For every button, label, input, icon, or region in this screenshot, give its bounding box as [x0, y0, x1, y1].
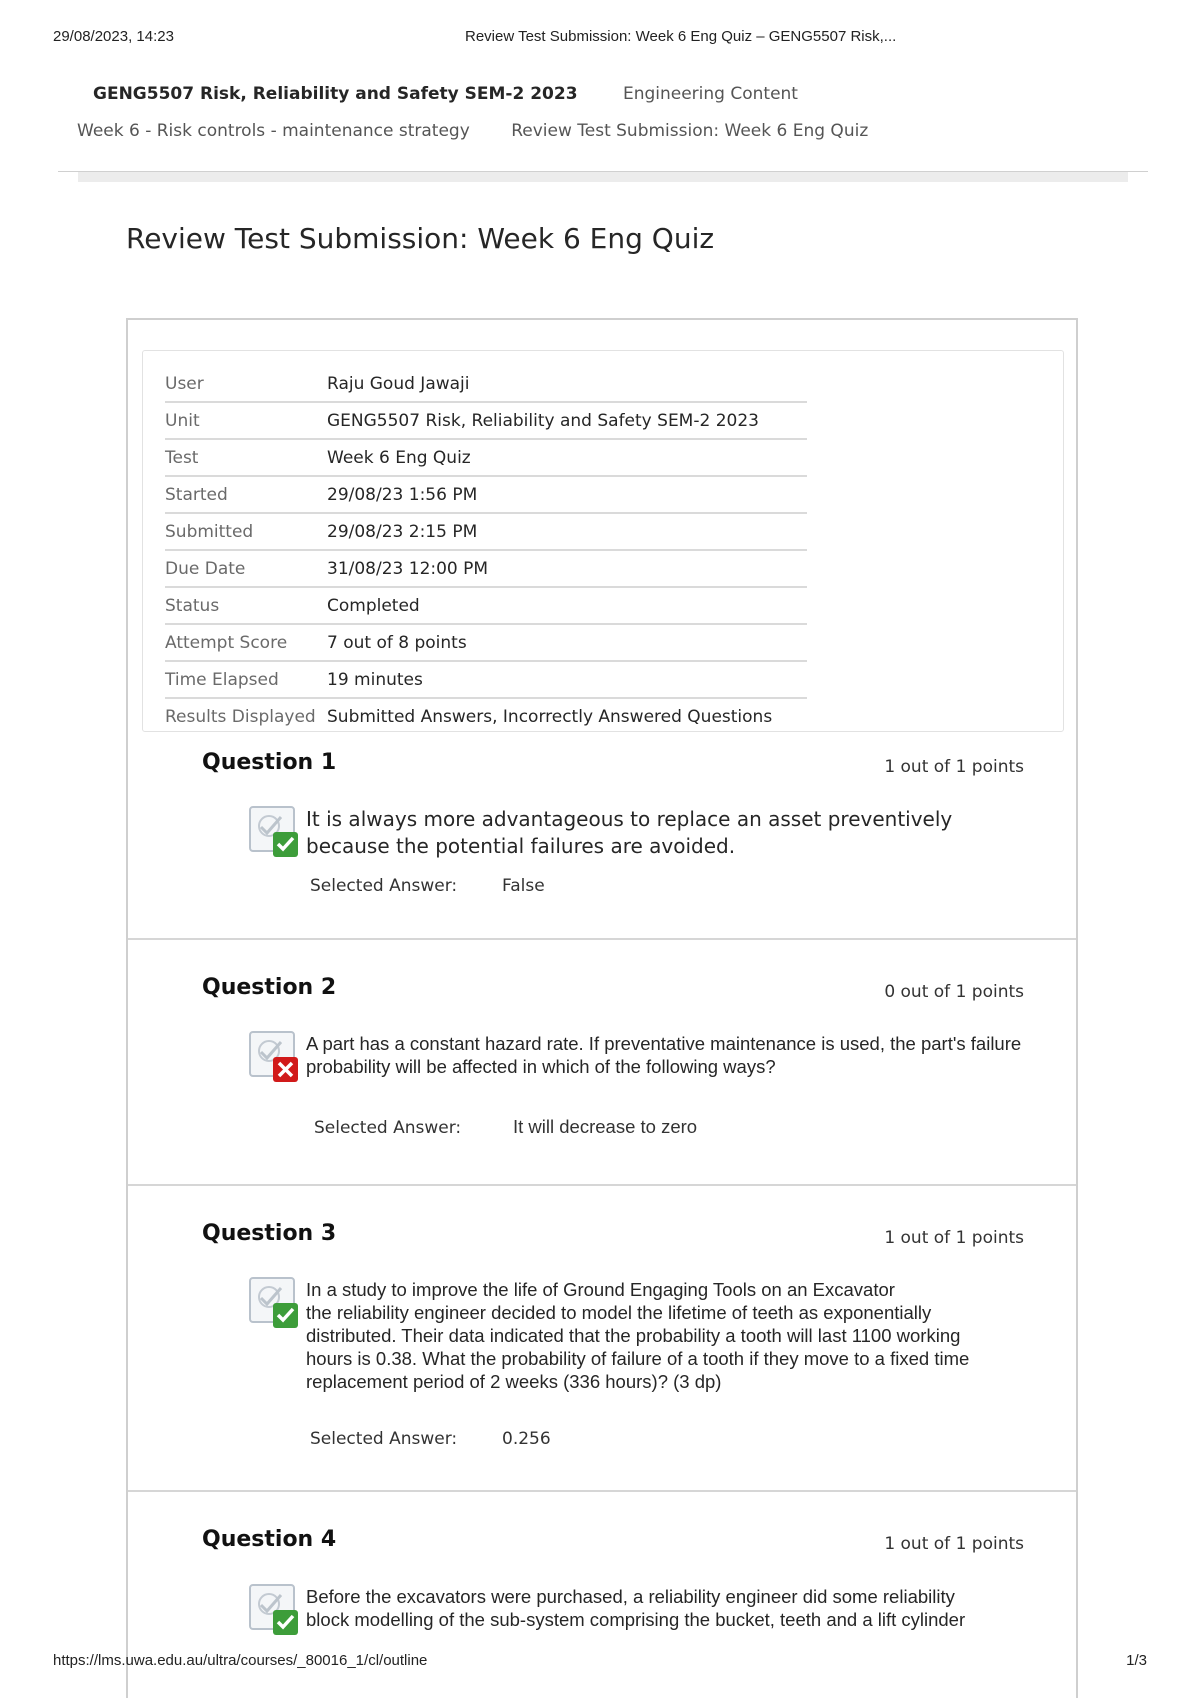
table-row	[165, 366, 807, 402]
breadcrumb-current: Review Test Submission: Week 6 Eng Quiz	[511, 121, 869, 141]
selected-answer-value: 0.256	[502, 1429, 551, 1449]
question-3-text	[306, 1278, 1036, 1393]
detail-label: Due Date	[165, 550, 327, 587]
selected-answer-label: Selected Answer:	[310, 1429, 458, 1449]
question-divider	[128, 1184, 1076, 1186]
table-row	[165, 698, 807, 734]
question-3-text-line: the reliability engineer decided to model the lifetime of teeth as exponentially	[306, 1302, 932, 1323]
breadcrumb-content-link[interactable]: Engineering Content	[622, 84, 798, 104]
question-4-text	[306, 1585, 1036, 1631]
question-2-title: Question 2	[202, 975, 337, 1000]
detail-label: Started	[165, 476, 327, 513]
detail-label: Unit	[165, 402, 327, 439]
question-1-points: 1 out of 1 points	[884, 757, 1024, 777]
detail-label: Submitted	[165, 513, 327, 550]
question-2-answer	[314, 1116, 697, 1138]
page-title: Review Test Submission: Week 6 Eng Quiz	[126, 222, 715, 255]
table-row	[165, 402, 807, 439]
print-datetime: 29/08/2023, 14:23	[53, 28, 174, 45]
correct-answer-icon	[249, 806, 299, 858]
table-row	[165, 513, 807, 550]
detail-label: User	[165, 366, 327, 402]
question-3-title: Question 3	[202, 1221, 337, 1246]
question-divider	[128, 1490, 1076, 1492]
detail-label: Results Displayed	[165, 706, 316, 727]
question-1-text: It is always more advantageous to replace an asset preventively because the potential failures are avoided.	[306, 807, 953, 858]
detail-value: 29/08/23 2:15 PM	[327, 513, 807, 550]
question-1-answer	[310, 876, 545, 896]
selected-answer-value: False	[502, 876, 545, 896]
table-row	[165, 587, 807, 624]
question-1-title: Question 1	[202, 750, 337, 775]
table-row	[165, 661, 807, 698]
detail-label: Status	[165, 587, 327, 624]
print-header	[53, 28, 1147, 48]
header-shadow	[78, 172, 1128, 182]
question-3-text-line: In a study to improve the life of Ground Engaging Tools on an Excavator	[306, 1279, 895, 1300]
breadcrumb-course-link[interactable]: GENG5507 Risk, Reliability and Safety SEM-2 2023	[93, 84, 578, 104]
question-3-text-line: distributed. Their data indicated that the probability a tooth will last 1100 working	[306, 1325, 961, 1346]
detail-value: GENG5507 Risk, Reliability and Safety SEM-2 2023	[327, 402, 807, 439]
detail-value: 7 out of 8 points	[327, 624, 807, 661]
question-3-answer	[310, 1429, 551, 1449]
submission-details-table	[165, 366, 807, 734]
question-4-text-line: Before the excavators were purchased, a reliability engineer did some reliability	[306, 1586, 955, 1607]
incorrect-answer-icon	[249, 1031, 299, 1083]
detail-value: 19 minutes	[327, 661, 807, 698]
question-3-text-line: hours is 0.38. What the probability of failure of a tooth if they move to a fixed time	[306, 1348, 970, 1369]
correct-answer-icon	[249, 1584, 299, 1636]
question-2-text: A part has a constant hazard rate. If preventative maintenance is used, the part's failure probability will be affected in which of the following ways?	[306, 1033, 1022, 1077]
breadcrumb-week-link[interactable]: Week 6 - Risk controls - maintenance strategy	[77, 121, 470, 141]
table-row	[165, 476, 807, 513]
detail-label: Time Elapsed	[165, 661, 327, 698]
question-4-points: 1 out of 1 points	[884, 1534, 1024, 1554]
selected-answer-label: Selected Answer:	[314, 1118, 462, 1138]
detail-value: Week 6 Eng Quiz	[327, 439, 807, 476]
breadcrumb	[93, 84, 798, 104]
print-footer	[53, 1652, 1147, 1672]
breadcrumb-row-2	[77, 121, 868, 141]
question-4-text-line: block modelling of the sub-system comprising the bucket, teeth and a lift cylinder	[306, 1609, 966, 1630]
selected-answer-label: Selected Answer:	[310, 876, 458, 896]
question-2-points: 0 out of 1 points	[884, 982, 1024, 1002]
detail-value: 29/08/23 1:56 PM	[327, 476, 807, 513]
question-3-points: 1 out of 1 points	[884, 1228, 1024, 1248]
question-3-text-line: replacement period of 2 weeks (336 hours)? (3 dp)	[306, 1371, 722, 1392]
selected-answer-value: It will decrease to zero	[513, 1116, 698, 1137]
print-url: https://lms.uwa.edu.au/ultra/courses/_80016_1/cl/outline	[53, 1652, 428, 1669]
print-page-title: Review Test Submission: Week 6 Eng Quiz – GENG5507 Risk,...	[465, 28, 897, 45]
detail-value: Raju Goud Jawaji	[327, 366, 807, 402]
table-row	[165, 550, 807, 587]
correct-answer-icon	[249, 1277, 299, 1329]
table-row	[165, 439, 807, 476]
question-4-title: Question 4	[202, 1527, 337, 1552]
detail-label: Attempt Score	[165, 624, 327, 661]
question-divider	[128, 938, 1076, 940]
detail-value: 31/08/23 12:00 PM	[327, 550, 807, 587]
detail-label: Test	[165, 439, 327, 476]
detail-value: Submitted Answers, Incorrectly Answered Questions	[327, 706, 773, 727]
table-row	[165, 624, 807, 661]
print-page-number: 1/3	[1126, 1652, 1147, 1669]
detail-value: Completed	[327, 587, 807, 624]
